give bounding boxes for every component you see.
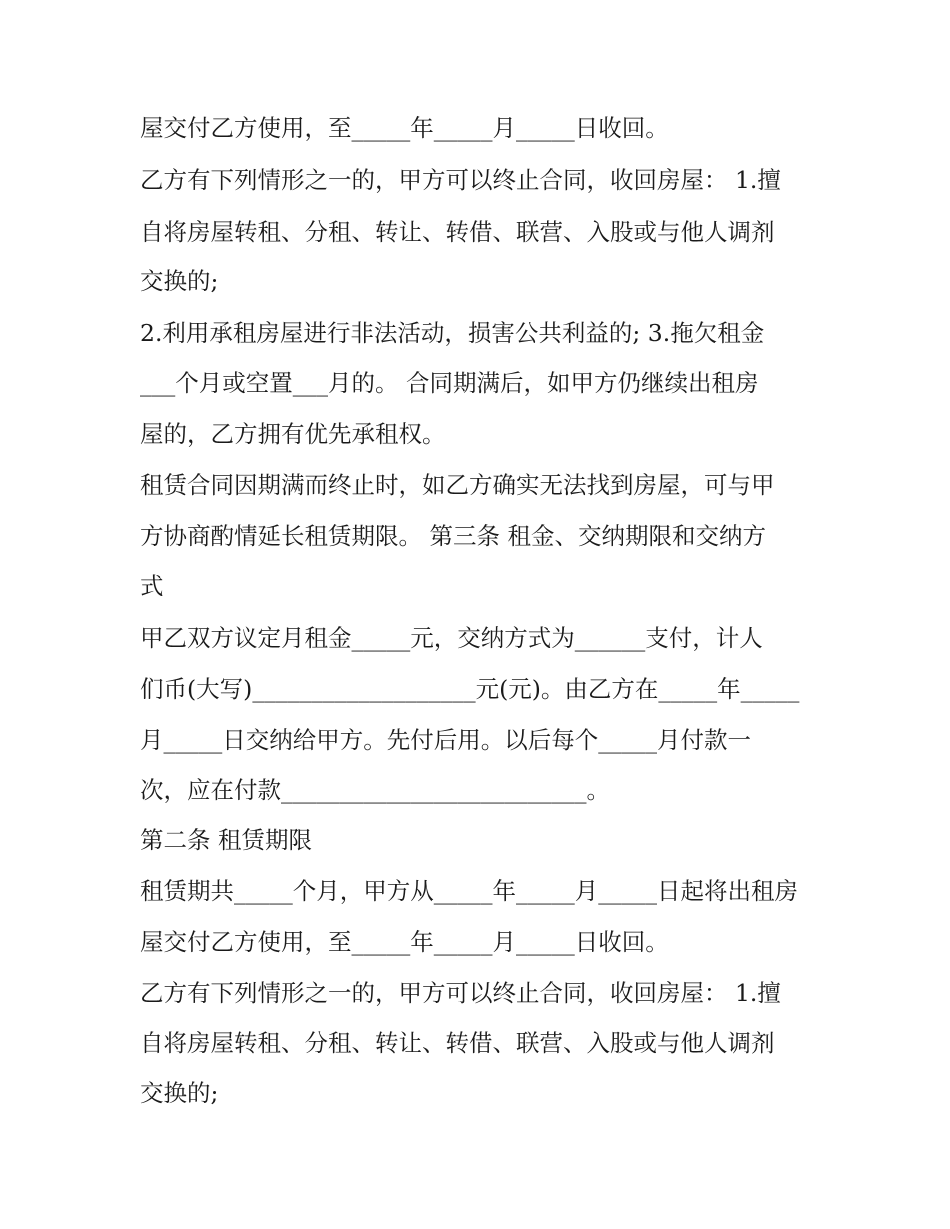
text-line: 们币(大写)___________________元(元)。由乙方在_____年_____ (140, 675, 800, 703)
text-line: 租赁合同因期满而终止时，如乙方确实无法找到房屋，可与甲 (140, 471, 775, 499)
text-line: 2.利用承租房屋进行非法活动，损害公共利益的; 3.拖欠租金 (140, 319, 765, 347)
text-line: 式 (140, 572, 164, 600)
text-line: 自将房屋转租、分租、转让、转借、联营、入股或与他人调剂 (140, 1029, 775, 1057)
text-line: 屋交付乙方使用，至_____年_____月_____日收回。 (140, 928, 669, 956)
text-line: 甲乙双方议定月租金_____元，交纳方式为______支付，计人 (140, 624, 763, 652)
text-line: 月_____日交纳给甲方。先付后用。以后每个_____月付款一 (140, 726, 751, 754)
text-line: 自将房屋转租、分租、转让、转借、联营、入股或与他人调剂 (140, 218, 775, 246)
text-line: 交换的; (140, 1079, 219, 1107)
text-line: 屋的，乙方拥有优先承租权。 (140, 420, 446, 448)
text-line: ___个月或空置___月的。 合同期满后，如甲方仍继续出租房 (140, 369, 759, 397)
text-line: 乙方有下列情形之一的，甲方可以终止合同，收回房屋： 1.擅 (140, 979, 781, 1007)
text-line: 租赁期共_____个月，甲方从_____年_____月_____日起将出租房 (140, 877, 798, 905)
text-line: 屋交付乙方使用，至_____年_____月_____日收回。 (140, 114, 669, 142)
text-line: 乙方有下列情形之一的，甲方可以终止合同，收回房屋： 1.擅 (140, 166, 781, 194)
text-line: 交换的; (140, 267, 219, 295)
text-line: 方协商酌情延长租赁期限。 第三条 租金、交纳期限和交纳方 (140, 522, 766, 550)
text-line: 第二条 租赁期限 (140, 826, 312, 854)
text-line: 次，应在付款__________________________。 (140, 776, 610, 804)
